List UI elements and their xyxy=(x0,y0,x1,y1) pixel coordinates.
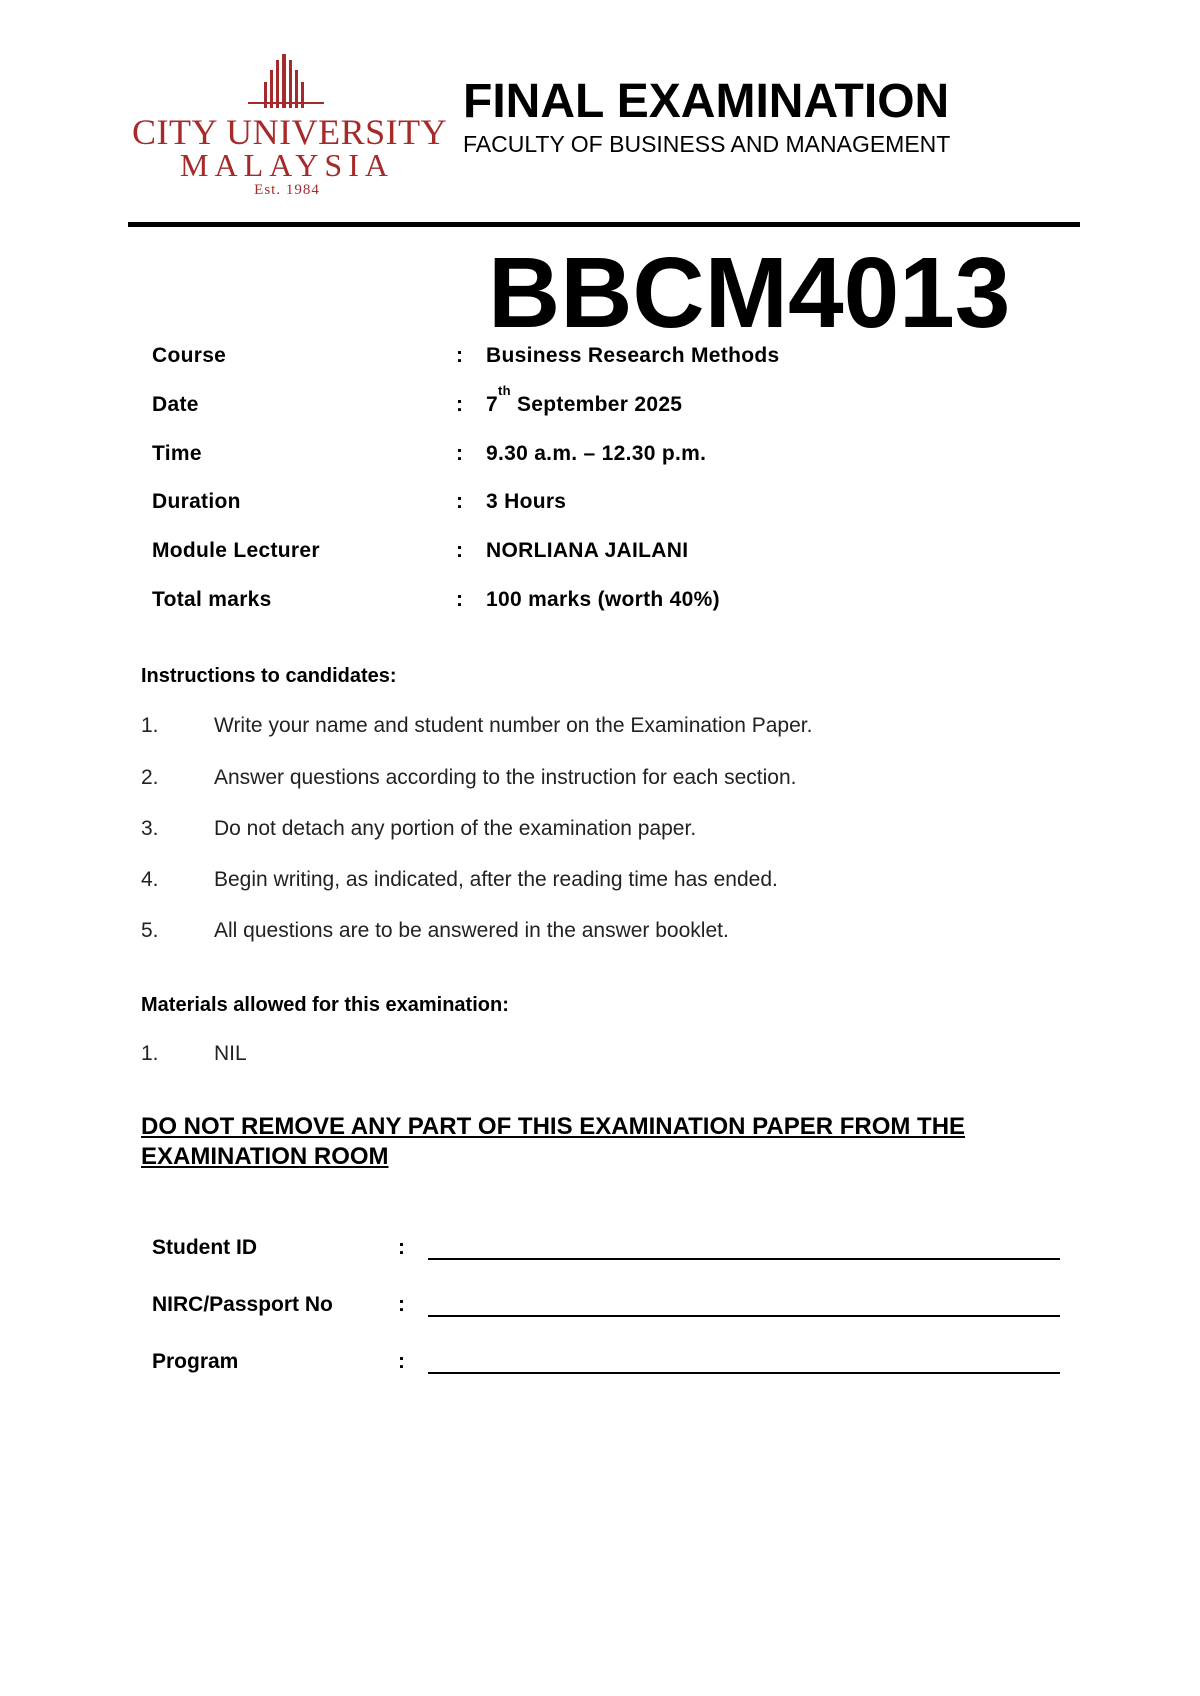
info-value: 100 marks (worth 40%) xyxy=(486,588,720,611)
field-label: Program xyxy=(152,1350,239,1373)
info-value: 3 Hours xyxy=(486,490,567,513)
header-divider xyxy=(128,222,1080,227)
field-label: Student ID xyxy=(152,1236,257,1259)
instruction-item xyxy=(0,867,1200,893)
item-number: 5. xyxy=(141,919,159,942)
info-colon: : xyxy=(456,490,464,513)
logo-text-line3: Est. 1984 xyxy=(254,182,320,198)
info-value: 9.30 a.m. – 12.30 p.m. xyxy=(486,442,707,465)
student-id-field xyxy=(0,1234,1200,1262)
university-logo xyxy=(132,52,448,202)
info-label: Module Lecturer xyxy=(152,539,320,562)
field-colon: : xyxy=(398,1350,405,1373)
info-colon: : xyxy=(456,588,464,611)
info-value-date xyxy=(486,383,683,419)
instructions-heading: Instructions to candidates: xyxy=(141,665,397,687)
info-colon: : xyxy=(456,393,464,416)
info-colon: : xyxy=(456,442,464,465)
info-colon: : xyxy=(456,539,464,562)
field-colon: : xyxy=(398,1236,405,1259)
blank-line[interactable] xyxy=(428,1258,1060,1260)
field-label: NIRC/Passport No xyxy=(152,1293,333,1316)
item-number: 2. xyxy=(141,766,159,789)
do-not-remove-warning: DO NOT REMOVE ANY PART OF THIS EXAMINATION PAPER FROM THE EXAMINATION ROOM xyxy=(141,1113,966,1170)
instruction-item xyxy=(0,816,1200,842)
item-number: 1. xyxy=(141,1042,159,1065)
info-row-date xyxy=(0,383,1200,419)
logo-text-line2: MALAYSIA xyxy=(180,147,394,183)
item-number: 3. xyxy=(141,817,159,840)
materials-heading: Materials allowed for this examination: xyxy=(141,994,509,1016)
logo-tower-icon xyxy=(246,52,326,108)
info-label: Date xyxy=(152,393,199,416)
item-text: All questions are to be answered in the answer booklet. xyxy=(214,919,729,942)
program-field xyxy=(0,1348,1200,1376)
blank-line[interactable] xyxy=(428,1315,1060,1317)
info-colon: : xyxy=(456,344,464,367)
instruction-item xyxy=(0,765,1200,791)
item-text: Do not detach any portion of the examination paper. xyxy=(214,817,697,840)
exam-title: FINAL EXAMINATION xyxy=(463,75,950,128)
instruction-item xyxy=(0,713,1200,739)
date-ordinal: th xyxy=(497,383,511,398)
info-row-course xyxy=(0,342,1200,370)
logo-text-line1: CITY UNIVERSITY xyxy=(132,112,448,152)
info-row-time xyxy=(0,440,1200,468)
item-text: Write your name and student number on the Examination Paper. xyxy=(214,714,813,737)
info-value: NORLIANA JAILANI xyxy=(486,539,689,562)
info-label: Course xyxy=(152,344,227,367)
info-row-lecturer xyxy=(0,537,1200,565)
instruction-item xyxy=(0,918,1200,944)
info-label: Time xyxy=(152,442,202,465)
blank-line[interactable] xyxy=(428,1372,1060,1374)
info-value: Business Research Methods xyxy=(486,344,780,367)
materials-item xyxy=(0,1041,1200,1067)
faculty-name: FACULTY OF BUSINESS AND MANAGEMENT xyxy=(463,131,951,157)
date-day: 7 xyxy=(486,393,498,416)
info-label: Total marks xyxy=(152,588,272,611)
item-text: Begin writing, as indicated, after the reading time has ended. xyxy=(214,868,778,891)
info-label: Duration xyxy=(152,490,241,513)
info-row-total-marks xyxy=(0,586,1200,614)
info-row-duration xyxy=(0,488,1200,516)
field-colon: : xyxy=(398,1293,405,1316)
item-number: 4. xyxy=(141,868,159,891)
date-month-year: September 2025 xyxy=(510,393,683,416)
item-number: 1. xyxy=(141,714,159,737)
item-text: NIL xyxy=(214,1042,247,1065)
item-text: Answer questions according to the instruction for each section. xyxy=(214,766,797,789)
passport-field xyxy=(0,1291,1200,1319)
course-code: BBCM4013 xyxy=(488,237,1011,349)
